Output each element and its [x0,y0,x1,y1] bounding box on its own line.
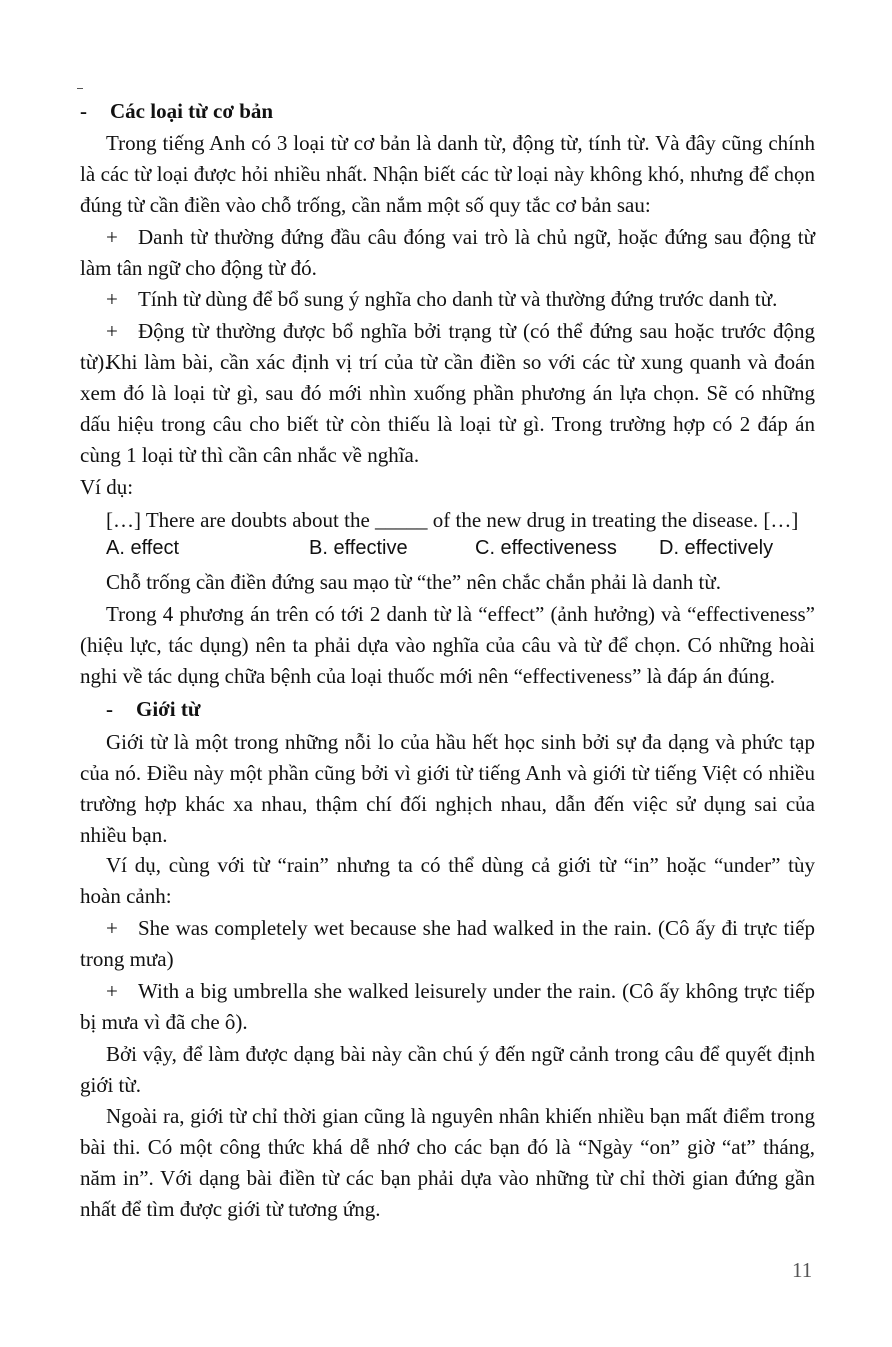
rule-text: Tính từ dùng để bổ sung ý nghĩa cho danh từ và thường đứng trước danh từ. [138,287,778,311]
example-text: With a big umbrella she walked leisurely under the rain. (Cô ấy không trực tiếp bị mưa vì đã che ô). [80,979,815,1034]
paragraph-advice: Khi làm bài, cần xác định vị trí của từ cần điền so với các từ xung quanh và đoán xem đó là loại từ gì, sau đó mới nhìn xuống phần phương án lựa chọn. Sẽ có những dấu hiệu trong câu cho biết từ còn thiếu là loại từ gì. Trong trường hợp có 2 đáp án cùng 1 loại từ thì cần cân nhắc về nghĩa. [80,350,815,467]
margin-mark [77,88,83,89]
bullet-mark: + [106,979,118,1003]
example-under-the-rain [80,976,815,1038]
paragraph-time-prepositions: Ngoài ra, giới từ chỉ thời gian cũng là nguyên nhân khiến nhiều bạn mất điểm trong bài thi. Có một công thức khá dễ nhớ cho các bạn đó là “Ngày “on” giờ “at” tháng, năm in”. Với dạng bài điền từ các bạn phải dựa vào những từ chỉ thời gian đứng gần nhất để tìm được giới từ tương ứng. [80,1104,815,1221]
rule-text: Động từ thường được bổ nghĩa bởi trạng từ (có thể đứng sau hoặc trước động từ). [80,319,815,374]
rule-adjective [80,284,815,315]
option-b: B. effective [309,537,408,559]
rule-noun [80,222,815,284]
page-number: 11 [792,1258,813,1282]
paragraph-example-intro: Ví dụ, cùng với từ “rain” nhưng ta có thể dùng cả giới từ “in” hoặc “under” tùy hoàn cảnh: [80,853,815,908]
section-heading-prepositions [106,697,200,722]
heading-dash: - [80,99,87,123]
paragraph-explanation-2: Trong 4 phương án trên có tới 2 danh từ là “effect” (ảnh hưởng) và “effectiveness” (hiệu lực, tác dụng) nên ta phải dựa vào nghĩa của câu và từ để chọn. Có những hoài nghi về tác dụng chữa bệnh của loại thuốc mới nên “effectiveness” là đáp án đúng. [80,602,815,688]
paragraph-intro: Trong tiếng Anh có 3 loại từ cơ bản là danh từ, động từ, tính từ. Và đây cũng chính là các từ loại được hỏi nhiều nhất. Nhận biết các từ loại này không khó, nhưng để chọn đúng từ cần điền vào chỗ trống, cần nắm một số quy tắc cơ bản sau: [80,131,815,217]
example-sentence: […] There are doubts about the _____ of the new drug in treating the disease. […] [106,508,799,532]
heading-text: Các loại từ cơ bản [110,99,274,123]
example-text: She was completely wet because she had walked in the rain. (Cô ấy đi trực tiếp trong mưa) [80,916,815,971]
example-in-the-rain [80,913,815,975]
paragraph-prepositions-intro: Giới từ là một trong những nỗi lo của hầu hết học sinh bởi sự đa dạng và phức tạp của nó. Điều này một phần cũng bởi vì giới từ tiếng Anh và giới từ tiếng Việt có nhiều trường hợp khác xa nhau, thậm chí đối nghịch nhau, dẫn đến việc sử dụng sai của nhiều bạn. [80,730,815,847]
bullet-mark: + [106,225,118,249]
heading-dash: - [106,697,113,721]
option-c: C. effectiveness [475,537,617,559]
bullet-mark: + [106,319,118,343]
bullet-mark: + [106,916,118,940]
option-a: A. effect [106,537,180,559]
bullet-mark: + [106,287,118,311]
paragraph-explanation-1: Chỗ trống cần điền đứng sau mạo từ “the” nên chắc chắn phải là danh từ. [106,570,721,594]
paragraph-conclusion: Bởi vậy, để làm được dạng bài này cần chú ý đến ngữ cảnh trong câu để quyết định giới từ. [80,1042,815,1097]
option-d: D. effectively [659,537,774,559]
rule-text: Danh từ thường đứng đầu câu đóng vai trò là chủ ngữ, hoặc đứng sau động từ làm tân ngữ cho động từ đó. [80,225,815,280]
heading-text: Giới từ [136,697,201,721]
section-heading-word-types [80,99,273,124]
example-label: Ví dụ: [80,475,134,499]
